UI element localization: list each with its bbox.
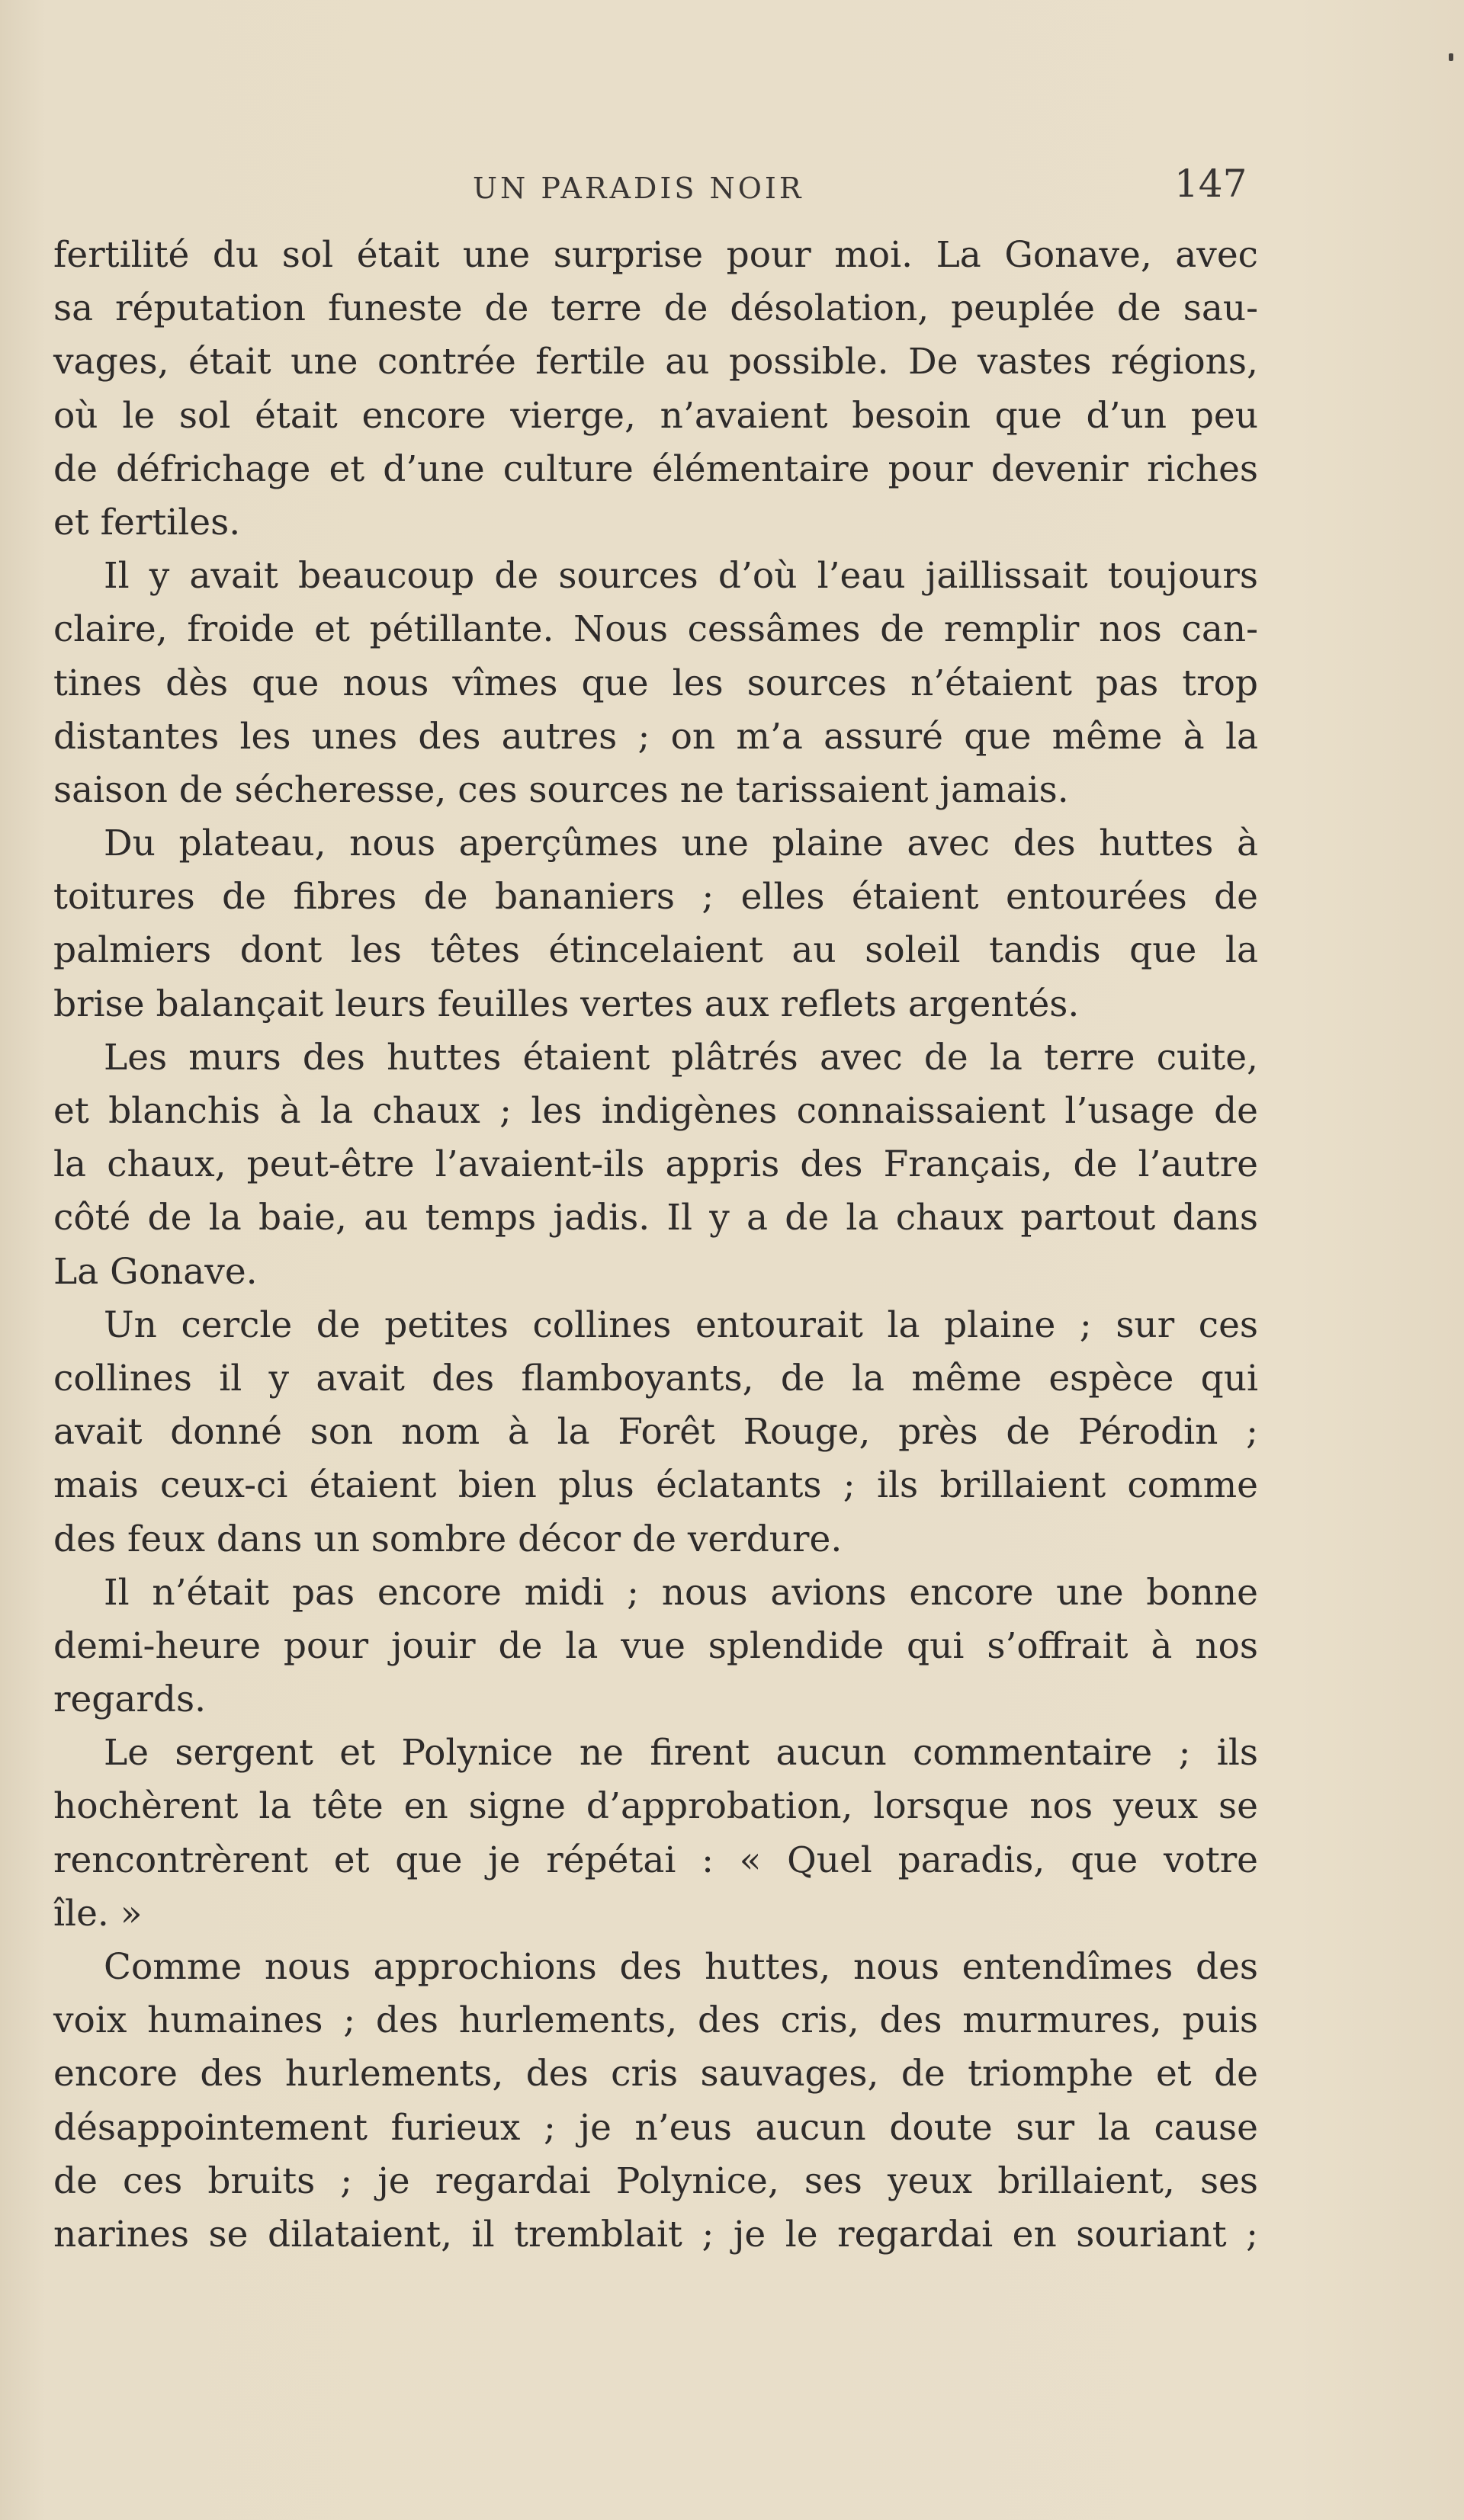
text-line: côté de la baie, au temps jadis. Il y a de la chaux partout dans [53, 1197, 1258, 1239]
text-line: saison de sécheresse, ces sources ne tarissaient jamais. [53, 768, 1069, 811]
text-line: et fertiles. [53, 501, 241, 543]
text-line: et blanchis à la chaux ; les indigènes connaissaient l’usage de [53, 1090, 1258, 1132]
text-line: hochèrent la tête en signe d’approbation, lorsque nos yeux se [53, 1785, 1258, 1828]
text-line: Les murs des huttes étaient plâtrés avec de la terre cuite, [104, 1036, 1258, 1079]
text-line: la chaux, peut-être l’avaient-ils appris des Français, de l’autre [53, 1143, 1258, 1186]
text-line: narines se dilataient, il tremblait ; je le regardai en souriant ; [53, 2213, 1258, 2255]
text-line: où le sol était encore vierge, n’avaient besoin que d’un peu [53, 394, 1258, 437]
text-line: encore des hurlements, des cris sauvages, de triomphe et de [53, 2053, 1258, 2095]
text-line: toitures de fibres de bananiers ; elles étaient entourées de [53, 876, 1258, 919]
page-edge-mark [1449, 53, 1453, 61]
text-line: regards. [53, 1678, 207, 1721]
text-line: des feux dans un sombre décor de verdure. [53, 1518, 843, 1560]
page-number: 147 [1174, 162, 1247, 206]
text-line: brise balançait leurs feuilles vertes aux reflets argentés. [53, 983, 1080, 1025]
text-line: île. » [53, 1892, 143, 1935]
text-line: de défrichage et d’une culture élémentaire pour devenir riches [53, 447, 1258, 490]
text-line: désappointement furieux ; je n’eus aucun doute sur la cause [53, 2106, 1258, 2149]
text-line: tines dès que nous vîmes que les sources n’étaient pas trop [53, 662, 1258, 704]
text-line: collines il y avait des flamboyants, de la même espèce qui [53, 1357, 1258, 1399]
text-line: voix humaines ; des hurlements, des cris, des murmures, puis [53, 1999, 1258, 2042]
text-line: mais ceux-ci étaient bien plus éclatants ; ils brillaient comme [53, 1464, 1258, 1507]
text-line: rencontrèrent et que je répétai : « Quel paradis, que votre [53, 1839, 1258, 1881]
running-header: UN PARADIS NOIR [473, 172, 804, 205]
text-line: Un cercle de petites collines entourait la plaine ; sur ces [104, 1303, 1258, 1346]
text-line: fertilité du sol était une surprise pour moi. La Gonave, avec [53, 234, 1258, 276]
text-line: vages, était une contrée fertile au possible. De vastes régions, [53, 341, 1258, 383]
text-line: avait donné son nom à la Forêt Rouge, près de Pérodin ; [53, 1411, 1258, 1454]
text-line: sa réputation funeste de terre de désolation, peuplée de sau- [53, 287, 1258, 330]
text-line: Comme nous approchions des huttes, nous entendîmes des [104, 1946, 1258, 1988]
text-line: Le sergent et Polynice ne firent aucun commentaire ; ils [104, 1732, 1258, 1775]
text-line: La Gonave. [53, 1250, 258, 1293]
text-line: distantes les unes des autres ; on m’a assuré que même à la [53, 715, 1258, 758]
text-line: Il y avait beaucoup de sources d’où l’eau jaillissait toujours [104, 555, 1258, 598]
text-line: palmiers dont les têtes étincelaient au soleil tandis que la [53, 929, 1258, 972]
body-text [53, 229, 1258, 2262]
text-line: de ces bruits ; je regardai Polynice, ses yeux brillaient, ses [53, 2159, 1258, 2202]
text-line: claire, froide et pétillante. Nous cessâmes de remplir nos can- [53, 608, 1258, 651]
text-line: demi-heure pour jouir de la vue splendide qui s’offrait à nos [53, 1624, 1258, 1667]
text-line: Il n’était pas encore midi ; nous avions encore une bonne [104, 1571, 1258, 1614]
text-line: Du plateau, nous aperçûmes une plaine avec des huttes à [104, 822, 1258, 865]
